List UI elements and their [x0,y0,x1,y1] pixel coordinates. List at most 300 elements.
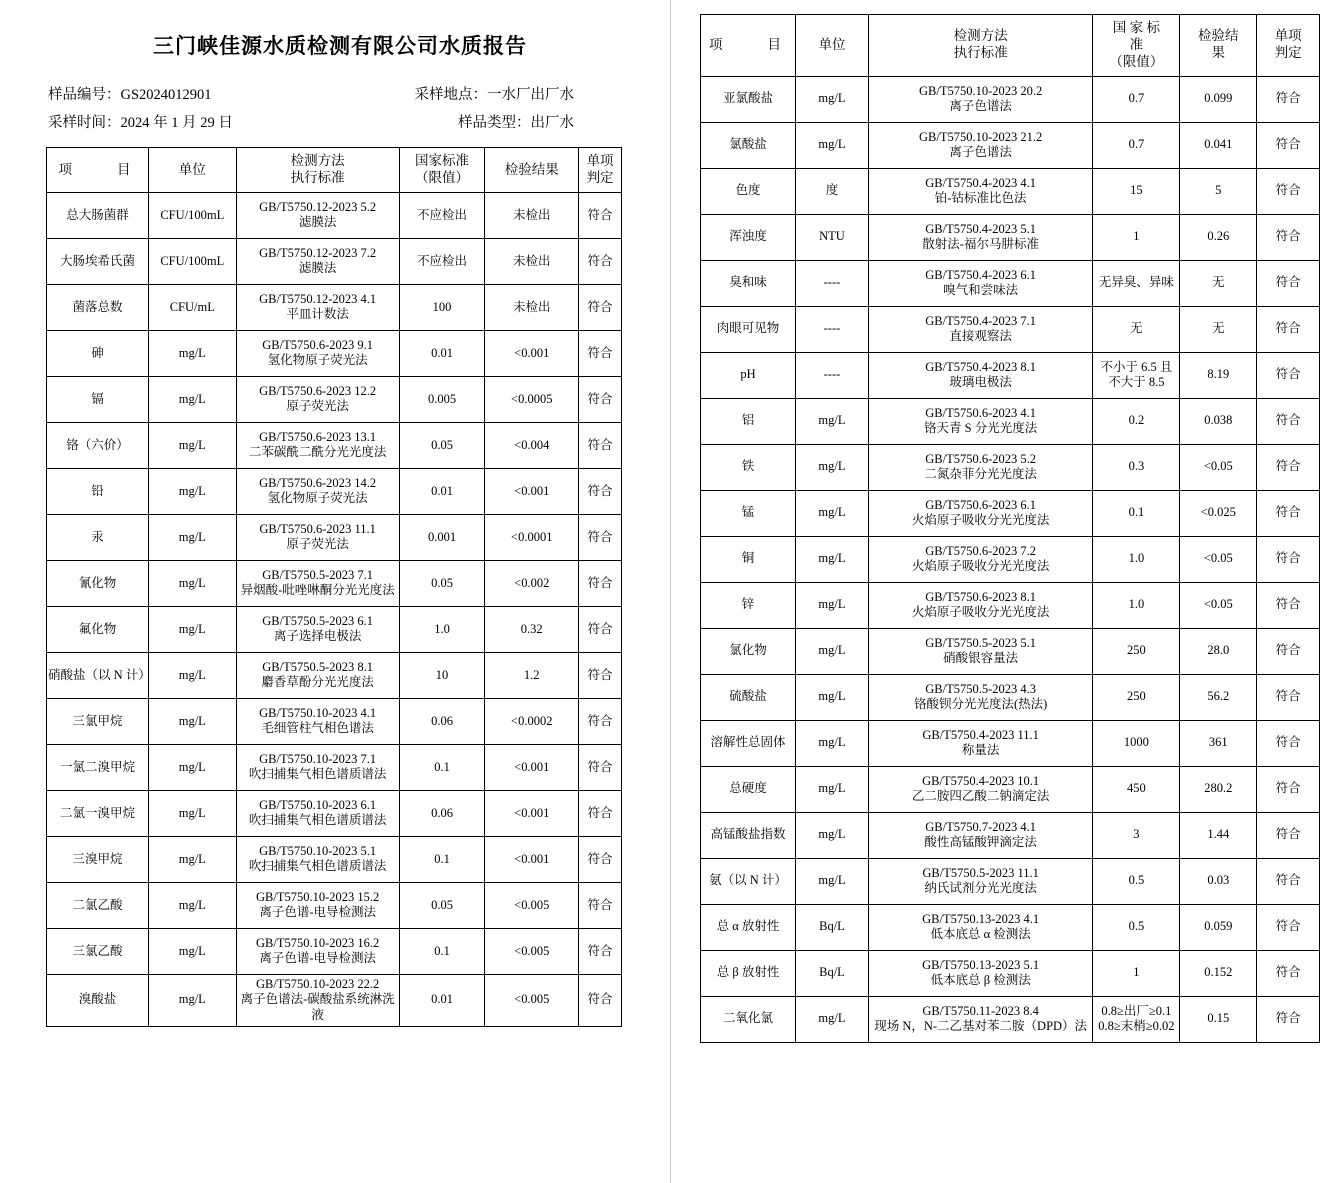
cell-method [236,376,399,422]
method-exec: 火焰原子吸收分光光度法 [911,513,1050,528]
cell-judge: 符合 [1257,214,1320,260]
cell-result: 28.0 [1180,628,1257,674]
cell-item: 锰 [701,490,796,536]
col-result: 检验结 果 [1180,15,1257,77]
method-exec: 酸性高锰酸钾滴定法 [924,835,1037,850]
cell-unit: mg/L [796,812,869,858]
cell-limit: 不应检出 [399,238,485,284]
method-standard: GB/T5750.6-2023 4.1 [925,405,1037,420]
sample-no-label: 样品编号： [48,87,121,103]
cell-judge: 符合 [1257,444,1320,490]
cell-result: <0.005 [485,974,579,1026]
cell-method [236,468,399,514]
method-standard: GB/T5750.5-2023 6.1 [262,613,374,628]
table-row [701,490,1320,536]
cell-item: 氟化物 [47,606,149,652]
cell-judge: 符合 [1257,582,1320,628]
cell-item: 总大肠菌群 [47,192,149,238]
cell-judge: 符合 [1257,858,1320,904]
cell-limit: 10 [399,652,485,698]
method-exec: 散射法-福尔马肼标准 [922,237,1039,252]
cell-limit: 0.05 [399,882,485,928]
cell-limit: 不小于 6.5 且不大于 8.5 [1093,352,1180,398]
cell-unit: ---- [796,260,869,306]
cell-item: 铝 [701,398,796,444]
cell-judge: 符合 [1257,904,1320,950]
cell-unit: mg/L [148,376,236,422]
cell-item: 三氯乙酸 [47,928,149,974]
method-exec: 吹扫捕集气相色谱质谱法 [248,813,387,828]
cell-unit: mg/L [796,720,869,766]
cell-unit: CFU/mL [148,284,236,330]
method-exec: 二苯碳酰二酰分光光度法 [248,445,387,460]
col-result: 检验结果 [485,148,579,193]
method-exec: 现场 N，N-二乙基对苯二胺（DPD）法 [874,1019,1088,1034]
table-row [47,422,622,468]
method-standard: GB/T5750.5-2023 5.1 [925,635,1037,650]
cell-result: <0.004 [485,422,579,468]
cell-limit: 0.7 [1093,76,1180,122]
cell-item: 肉眼可见物 [701,306,796,352]
table-row [47,560,622,606]
cell-limit: 100 [399,284,485,330]
col-unit: 单位 [796,15,869,77]
cell-method [868,812,1093,858]
col-unit: 单位 [148,148,236,193]
cell-limit: 250 [1093,674,1180,720]
cell-result: 无 [1180,260,1257,306]
method-standard: GB/T5750.12-2023 4.1 [259,291,377,306]
table-header-row [47,148,622,193]
cell-judge: 符合 [1257,122,1320,168]
cell-result: 未检出 [485,284,579,330]
cell-item: 高锰酸盐指数 [701,812,796,858]
cell-limit: 0.5 [1093,858,1180,904]
method-exec: 吹扫捕集气相色谱质谱法 [248,767,387,782]
page-divider [670,0,671,1183]
method-exec: 离子选择电极法 [273,629,362,644]
cell-unit: CFU/100mL [148,238,236,284]
cell-limit: 1.0 [399,606,485,652]
method-standard: GB/T5750.6-2023 11.1 [259,521,376,536]
method-exec: 离子色谱-电导检测法 [259,951,376,966]
cell-result: 1.2 [485,652,579,698]
method-exec: 硝酸银容量法 [943,651,1019,666]
method-standard: GB/T5750.10-2023 6.1 [259,797,377,812]
table-row [701,812,1320,858]
cell-limit: 0.2 [1093,398,1180,444]
cell-result: <0.005 [485,882,579,928]
cell-limit: 0.1 [1093,490,1180,536]
cell-unit: mg/L [148,928,236,974]
cell-unit: mg/L [796,996,869,1042]
cell-limit: 0.01 [399,468,485,514]
cell-item: 氨（以 N 计） [701,858,796,904]
cell-result: <0.0002 [485,698,579,744]
table-row [701,398,1320,444]
method-standard: GB/T5750.4-2023 8.1 [925,359,1037,374]
cell-limit: 0.06 [399,790,485,836]
cell-result: 0.038 [1180,398,1257,444]
cell-unit: mg/L [148,836,236,882]
cell-item: 氯化物 [701,628,796,674]
cell-judge: 符合 [1257,168,1320,214]
cell-method [868,76,1093,122]
method-standard: GB/T5750.12-2023 7.2 [259,245,377,260]
method-exec: 乙二胺四乙酸二钠滴定法 [911,789,1050,804]
cell-item: 总 β 放射性 [701,950,796,996]
cell-unit: NTU [796,214,869,260]
cell-judge: 符合 [1257,490,1320,536]
cell-judge: 符合 [579,652,622,698]
cell-method [236,192,399,238]
method-exec: 离子色谱-电导检测法 [259,905,376,920]
cell-unit: mg/L [148,744,236,790]
cell-method [868,858,1093,904]
cell-method [868,582,1093,628]
cell-method [236,652,399,698]
method-standard: GB/T5750.6-2023 8.1 [925,589,1037,604]
table-row [701,674,1320,720]
cell-result: 0.32 [485,606,579,652]
method-exec: 嗅气和尝味法 [943,283,1019,298]
cell-judge: 符合 [1257,720,1320,766]
cell-item: 硝酸盐（以 N 计） [47,652,149,698]
method-standard: GB/T5750.5-2023 11.1 [922,865,1039,880]
method-standard: GB/T5750.4-2023 6.1 [925,267,1037,282]
table-row [701,720,1320,766]
cell-judge: 符合 [579,468,622,514]
method-standard: GB/T5750.7-2023 4.1 [925,819,1037,834]
method-standard: GB/T5750.10-2023 20.2 [919,83,1043,98]
cell-method [236,836,399,882]
method-standard: GB/T5750.4-2023 11.1 [922,727,1039,742]
table-row [701,260,1320,306]
cell-item: 浑浊度 [701,214,796,260]
cell-unit: mg/L [796,582,869,628]
sample-meta [0,82,670,137]
cell-method [236,882,399,928]
cell-judge: 符合 [579,790,622,836]
col-method: 检测方法 执行标准 [868,15,1093,77]
cell-unit: Bq/L [796,950,869,996]
cell-method [236,790,399,836]
sample-type-label: 样品类型： [458,114,531,131]
cell-result: <0.001 [485,744,579,790]
cell-limit: 0.3 [1093,444,1180,490]
col-limit: 国家标准 （限值） [399,148,485,193]
cell-method [236,514,399,560]
method-exec: 异烟酸-吡唑啉酮分光光度法 [240,583,395,598]
cell-limit: 1 [1093,950,1180,996]
cell-item: 大肠埃希氏菌 [47,238,149,284]
cell-unit: mg/L [148,422,236,468]
sample-time-label: 采样时间： [48,114,121,131]
cell-method [868,214,1093,260]
cell-limit: 250 [1093,628,1180,674]
cell-judge: 符合 [1257,766,1320,812]
cell-item: 色度 [701,168,796,214]
cell-unit: mg/L [148,560,236,606]
cell-result: <0.001 [485,836,579,882]
cell-limit: 不应检出 [399,192,485,238]
method-standard: GB/T5750.10-2023 4.1 [259,705,377,720]
cell-method [236,744,399,790]
cell-method [868,444,1093,490]
cell-limit: 1000 [1093,720,1180,766]
cell-judge: 符合 [1257,352,1320,398]
table-row [701,444,1320,490]
table-row [47,698,622,744]
method-standard: GB/T5750.13-2023 4.1 [922,911,1040,926]
sample-site-label: 采样地点： [414,87,487,103]
sample-type-value: 出厂水 [530,114,574,131]
cell-judge: 符合 [1257,398,1320,444]
method-exec: 麝香草酚分光光度法 [261,675,374,690]
col-item: 项 目 [47,148,149,193]
cell-judge: 符合 [579,330,622,376]
cell-result: 无 [1180,306,1257,352]
method-exec: 称量法 [961,743,1000,758]
cell-method [868,490,1093,536]
cell-unit: mg/L [148,652,236,698]
cell-item: 砷 [47,330,149,376]
method-standard: GB/T5750.5-2023 8.1 [262,659,374,674]
method-exec: 原子荧光法 [286,537,349,552]
cell-method [236,422,399,468]
cell-result: <0.002 [485,560,579,606]
method-standard: GB/T5750.6-2023 13.1 [259,429,377,444]
cell-judge: 符合 [579,744,622,790]
cell-limit: 0.05 [399,560,485,606]
cell-judge: 符合 [1257,812,1320,858]
cell-item: 二氯一溴甲烷 [47,790,149,836]
cell-item: 氯酸盐 [701,122,796,168]
table-row [47,468,622,514]
method-exec: 氢化物原子荧光法 [267,353,368,368]
method-exec: 滤膜法 [298,215,337,230]
cell-unit: ---- [796,306,869,352]
method-exec: 离子色谱法-碳酸盐系统淋洗液 [240,992,395,1023]
cell-judge: 符合 [1257,306,1320,352]
table-row [47,744,622,790]
cell-limit: 0.8≥出厂≥0.1 0.8≥末梢≥0.02 [1093,996,1180,1042]
cell-result: <0.001 [485,790,579,836]
method-standard: GB/T5750.10-2023 21.2 [919,129,1043,144]
cell-item: 铅 [47,468,149,514]
cell-result: <0.05 [1180,582,1257,628]
cell-unit: mg/L [148,468,236,514]
cell-limit: 3 [1093,812,1180,858]
method-standard: GB/T5750.6-2023 6.1 [925,497,1037,512]
cell-unit: mg/L [796,536,869,582]
cell-unit: mg/L [148,790,236,836]
cell-item: 锌 [701,582,796,628]
table-row [47,238,622,284]
cell-item: 总硬度 [701,766,796,812]
cell-item: 汞 [47,514,149,560]
cell-limit: 0.1 [399,744,485,790]
cell-method [868,996,1093,1042]
cell-judge: 符合 [1257,260,1320,306]
col-method: 检测方法 执行标准 [236,148,399,193]
cell-result: 0.041 [1180,122,1257,168]
method-standard: GB/T5750.10-2023 16.2 [256,935,380,950]
method-exec: 玻璃电极法 [949,375,1012,390]
cell-unit: mg/L [148,606,236,652]
method-exec: 铂-钴标准比色法 [934,191,1027,206]
cell-result: 未检出 [485,238,579,284]
method-exec: 吹扫捕集气相色谱质谱法 [248,859,387,874]
cell-result: 56.2 [1180,674,1257,720]
cell-item: 镉 [47,376,149,422]
cell-unit: 度 [796,168,869,214]
cell-unit: ---- [796,352,869,398]
method-standard: GB/T5750.12-2023 5.2 [259,199,377,214]
cell-judge: 符合 [579,606,622,652]
cell-unit: mg/L [796,490,869,536]
cell-judge: 符合 [579,192,622,238]
sample-time [48,110,233,138]
method-standard: GB/T5750.5-2023 4.3 [925,681,1037,696]
cell-unit: mg/L [796,122,869,168]
method-standard: GB/T5750.6-2023 9.1 [262,337,374,352]
cell-method [236,928,399,974]
method-exec: 离子色谱法 [949,145,1012,160]
cell-unit: mg/L [148,974,236,1026]
cell-judge: 符合 [1257,996,1320,1042]
cell-limit: 0.05 [399,422,485,468]
cell-item: 溴酸盐 [47,974,149,1026]
method-standard: GB/T5750.10-2023 7.1 [259,751,377,766]
cell-result: 361 [1180,720,1257,766]
method-exec: 直接观察法 [949,329,1012,344]
cell-unit: mg/L [796,76,869,122]
cell-limit: 0.01 [399,974,485,1026]
table-row [701,76,1320,122]
table-row [47,974,622,1026]
page-title: 三门峡佳源水质检测有限公司水质报告 [153,34,527,58]
col-judge: 单项 判定 [579,148,622,193]
cell-item: 二氧化氯 [701,996,796,1042]
method-standard: GB/T5750.6-2023 12.2 [259,383,377,398]
cell-result: <0.001 [485,330,579,376]
cell-item: pH [701,352,796,398]
cell-judge: 符合 [1257,950,1320,996]
cell-item: 溶解性总固体 [701,720,796,766]
method-exec: 铬天青 S 分光光度法 [924,421,1038,436]
cell-method [868,398,1093,444]
cell-unit: mg/L [796,766,869,812]
cell-method [868,904,1093,950]
method-exec: 滤膜法 [298,261,337,276]
method-standard: GB/T5750.13-2023 5.1 [922,957,1040,972]
cell-judge: 符合 [579,974,622,1026]
cell-method [868,628,1093,674]
cell-judge: 符合 [579,376,622,422]
cell-result: <0.0005 [485,376,579,422]
method-standard: GB/T5750.10-2023 22.2 [256,976,380,991]
method-standard: GB/T5750.10-2023 5.1 [259,843,377,858]
table-row [47,790,622,836]
cell-item: 亚氯酸盐 [701,76,796,122]
cell-limit: 0.1 [399,928,485,974]
method-exec: 火焰原子吸收分光光度法 [911,605,1050,620]
method-exec: 低本底总 α 检测法 [930,927,1031,942]
sample-site-value: 一水厂出厂水 [487,87,574,103]
cell-result: <0.05 [1180,536,1257,582]
cell-method [868,352,1093,398]
cell-judge: 符合 [579,422,622,468]
cell-judge: 符合 [579,882,622,928]
cell-limit: 0.01 [399,330,485,376]
cell-item: 三溴甲烷 [47,836,149,882]
table-row [701,582,1320,628]
cell-judge: 符合 [579,836,622,882]
cell-unit: mg/L [148,514,236,560]
cell-limit: 1.0 [1093,582,1180,628]
table-row [47,284,622,330]
table-row [701,214,1320,260]
cell-limit: 无异臭、异味 [1093,260,1180,306]
cell-judge: 符合 [1257,76,1320,122]
col-limit: 国 家 标 准 （限值） [1093,15,1180,77]
method-exec: 氢化物原子荧光法 [267,491,368,506]
method-exec: 原子荧光法 [286,399,349,414]
cell-method [868,168,1093,214]
table-row [701,628,1320,674]
cell-item: 硫酸盐 [701,674,796,720]
cell-unit: mg/L [796,674,869,720]
cell-result: 0.099 [1180,76,1257,122]
table-row [701,904,1320,950]
table-row [701,766,1320,812]
cell-limit: 1.0 [1093,536,1180,582]
method-standard: GB/T5750.4-2023 7.1 [925,313,1037,328]
table-row [47,514,622,560]
cell-method [236,698,399,744]
cell-limit: 15 [1093,168,1180,214]
cell-item: 臭和味 [701,260,796,306]
cell-result: <0.005 [485,928,579,974]
cell-result: 0.26 [1180,214,1257,260]
cell-method [236,330,399,376]
table-row [701,996,1320,1042]
cell-method [236,974,399,1026]
table-row [701,536,1320,582]
method-standard: GB/T5750.6-2023 5.2 [925,451,1037,466]
cell-item: 二氯乙酸 [47,882,149,928]
cell-limit: 0.7 [1093,122,1180,168]
cell-method [868,306,1093,352]
cell-result: <0.001 [485,468,579,514]
table-row [701,352,1320,398]
method-exec: 纳氏试剂分光光度法 [924,881,1037,896]
cell-judge: 符合 [579,514,622,560]
cell-result: 1.44 [1180,812,1257,858]
cell-judge: 符合 [1257,536,1320,582]
cell-judge: 符合 [579,238,622,284]
cell-limit: 0.1 [399,836,485,882]
cell-item: 一氯二溴甲烷 [47,744,149,790]
method-standard: GB/T5750.4-2023 4.1 [925,175,1037,190]
method-exec: 毛细管柱气相色谱法 [261,721,374,736]
cell-method [868,674,1093,720]
table-row [701,168,1320,214]
cell-method [868,536,1093,582]
cell-limit: 1 [1093,214,1180,260]
method-standard: GB/T5750.5-2023 7.1 [262,567,374,582]
